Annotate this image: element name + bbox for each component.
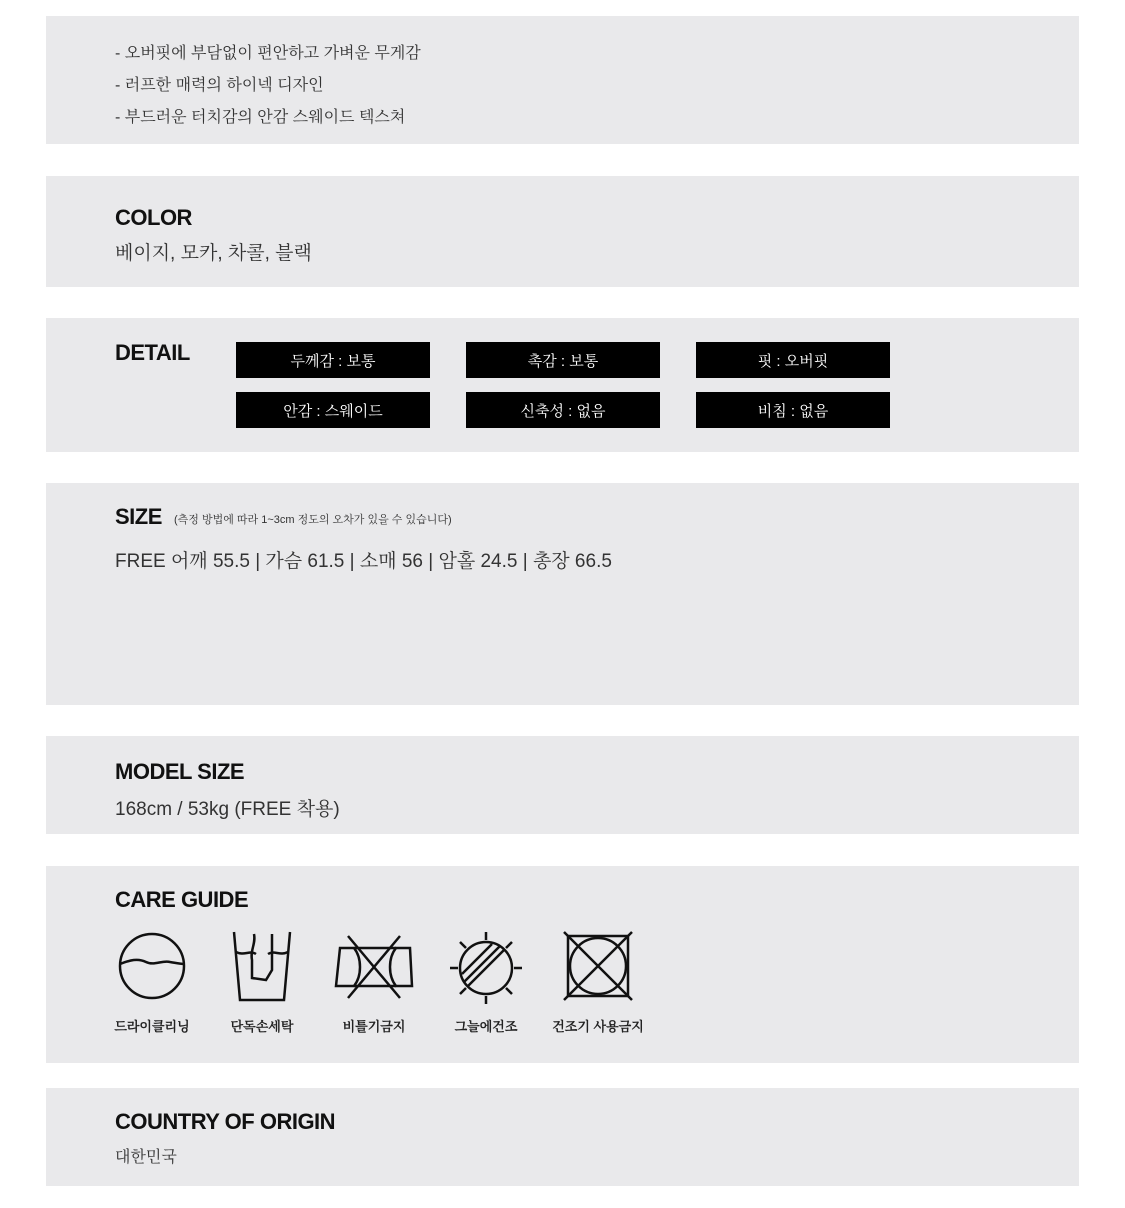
feature-item: - 오버핏에 부담없이 편안하고 가벼운 무게감 xyxy=(115,45,421,62)
color-value: 베이지, 모카, 차콜, 블랙 xyxy=(115,243,312,264)
detail-title: DETAIL xyxy=(115,340,190,365)
size-title: SIZE xyxy=(115,504,162,529)
origin-title: COUNTRY OF ORIGIN xyxy=(115,1109,336,1134)
size-panel xyxy=(46,483,1079,705)
feature-item: - 부드러운 터치감의 안감 스웨이드 텍스쳐 xyxy=(115,109,406,126)
care-panel xyxy=(46,866,1079,1063)
size-note: (측정 방법에 따라 1~3cm 정도의 오차가 있을 수 있습니다) xyxy=(174,514,452,526)
dry-clean-icon xyxy=(116,930,188,1002)
origin-panel xyxy=(46,1088,1079,1186)
care-label: 그늘에건조 xyxy=(454,1019,518,1034)
model-panel xyxy=(46,736,1079,834)
feature-item: - 러프한 매력의 하이넥 디자인 xyxy=(115,77,324,94)
model-value: 168cm / 53kg (FREE 착용) xyxy=(115,799,340,820)
color-title: COLOR xyxy=(115,205,192,230)
care-title: CARE GUIDE xyxy=(115,887,249,912)
detail-chip: 핏 : 오버핏 xyxy=(696,342,890,378)
shade-dry-icon xyxy=(450,930,522,1006)
care-label: 드라이클리닝 xyxy=(114,1019,190,1034)
no-tumble-dry-icon xyxy=(562,930,634,1002)
detail-chip: 안감 : 스웨이드 xyxy=(236,392,430,428)
size-value: FREE 어깨 55.5 | 가슴 61.5 | 소매 56 | 암홀 24.5 | 총장 66.5 xyxy=(115,551,612,572)
hand-wash-icon xyxy=(232,930,292,1002)
care-label: 단독손세탁 xyxy=(230,1019,294,1034)
care-label: 건조기 사용금지 xyxy=(552,1019,644,1034)
detail-panel xyxy=(46,318,1079,452)
model-title: MODEL SIZE xyxy=(115,759,245,784)
color-panel xyxy=(46,176,1079,287)
no-wring-icon xyxy=(334,930,416,1002)
origin-value: 대한민국 xyxy=(115,1149,177,1166)
detail-chip: 촉감 : 보통 xyxy=(466,342,660,378)
detail-chip: 비침 : 없음 xyxy=(696,392,890,428)
detail-chip: 신축성 : 없음 xyxy=(466,392,660,428)
features-panel xyxy=(46,16,1079,144)
detail-chip: 두께감 : 보통 xyxy=(236,342,430,378)
care-label: 비틀기금지 xyxy=(342,1019,406,1034)
